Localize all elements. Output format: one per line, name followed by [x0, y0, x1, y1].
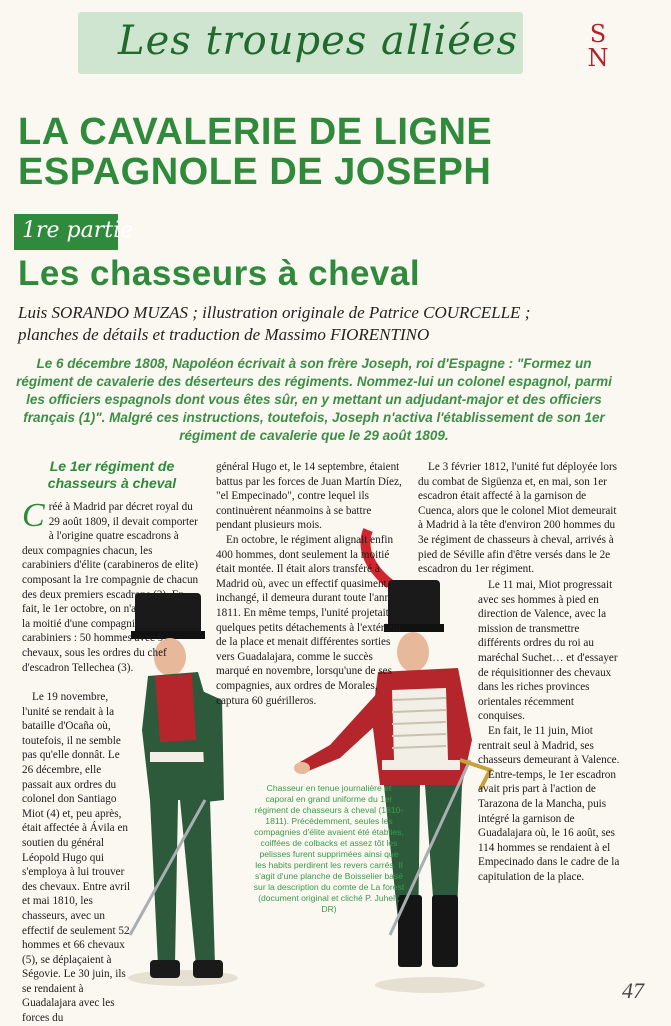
col3-paragraph-3: En fait, le 11 juin, Miot rentrait seul à Madrid, ses chasseurs demeurant à Valence.	[478, 724, 620, 767]
page-number: 47	[622, 978, 644, 1003]
authors-line-1: Luis SORANDO MUZAS ; illustration originale de Patrice COURCELLE ;	[18, 303, 531, 322]
col2-paragraph-2: En octobre, le régiment alignait enfin 400 hommes, dont seulement la moitié était montée. Il était alors transféré à Madrid où, avec un effectif quasiment inchangé, il demeura durant toute l'année 1811. En même temps, l'unité projetait quelques petits détachements à l'extérieur de la place et menait différentes sorties vers Guadalajara, comme le succès marqué en novembre, lorsqu'une de ses compagnies, aux ordres de Morales, captura 60 guérilleros.	[216, 533, 402, 707]
column-1-bottom	[22, 690, 132, 1026]
col1-paragraph-2: Le 19 novembre, l'unité se rendait à la bataille d'Ocaña où, toutefois, il ne semble pas qu'elle donnât. Le 26 décembre, elle passait aux ordres du colonel don Santiago Miot (4) et, peu après, était affectée à Ávila en soutien du général Léopold Hugo qui s'employa à lui trouver des chevaux. Entre avril et mai 1810, les chasseurs, avec un effectif de seulement 52 hommes et 66 chevaux (5), se déplaçaient à Ségovie. Le 30 juin, ils se rendaient à Guadalajara avec les forces du	[22, 691, 131, 1025]
article-title: LA CAVALERIE DE LIGNE ESPAGNOLE DE JOSEPH	[18, 111, 493, 193]
section-heading: Le 1er régiment de chasseurs à cheval	[47, 458, 177, 491]
intro-paragraph: Le 6 décembre 1808, Napoléon écrivait à son frère Joseph, roi d'Espagne : "Formez un régiment de cavalerie des déserteurs des régiments. Nommez-lui un colonel espagnol, parmi les officiers espagnols dont vous êtes sûr, en y mettant un adjudant-major et des officiers français (1)". Malgré ces instructions, toutefois, Joseph n'activa l'établissement de son 1er régiment de cavalerie que le 29 août 1809.	[16, 356, 612, 443]
column-2	[216, 460, 404, 708]
article-subtitle: Les chasseurs à cheval	[18, 254, 421, 293]
column-3-top	[418, 460, 620, 577]
drop-cap: C	[22, 497, 45, 534]
authors-line-2: planches de détails et traduction de Massimo FIORENTINO	[18, 325, 430, 344]
column-1-top	[22, 497, 200, 675]
illustration-caption: Chasseur en tenue journalière et caporal en grand uniforme du 1er régiment de chasseurs à cheval (1810-1811). Précédemment, seules les compagnies d'élite avaient été établies, coiffées de colbacks et assez tôt les pelisses furent supprimées ainsi que les habits perdirent les revers carrés. Il s'agit d'une planche de Boisselier basé sur la description du comte de La forest (document original et cliché P. Juhel ; DR)	[253, 783, 405, 914]
section-label: Les troupes alliées	[118, 18, 519, 64]
logo-letter-n: N	[587, 44, 609, 72]
part-label: 1re partie	[22, 218, 134, 243]
col2-paragraph-1: général Hugo et, le 14 septembre, étaient battus par les forces de Juan Martín Díez, "el Empecinado", contre lequel ils continuèrent néanmoins à se battre pendant plusieurs mois.	[216, 461, 402, 532]
logo-letter-s: S	[589, 20, 607, 48]
col3-paragraph-2: Le 11 mai, Miot progressait avec ses hommes à pied en direction de Valence, avec la mission de transmettre différents ordres du roi au maréchal Suchet… et d'essayer de réquisitionner des chevaux dans les riches provinces orientales récemment conquises.	[478, 579, 618, 723]
col1-paragraph-1: réé à Madrid par décret royal du 29 août 1809, il devait comporter à l'origine quatre escadrons à deux compagnies chacun, les carabiniers d'élite (carabineros de elite) composant la 1re compagnie de chacun des deux premiers escadrons (2). En fait, le 1er octobre, on n'avait réuni que la moitié d'une compagnie de carabiniers : 50 hommes avec 9 chevaux, sous les ordres du chef d'escadron Tellechea (3).	[22, 501, 199, 674]
col3-paragraph-4: Entre-temps, le 1er escadron avait pris part à l'action de Tarazona de la Mancha, puis intégré la garnison de Guadalajara où, le 16 août, ses 114 hommes se rendaient à el Empecinado dans le cadre de la capitulation de la place.	[478, 768, 620, 883]
col3-paragraph-1: Le 3 février 1812, l'unité fut déployée lors du combat de Sigüenza et, en mai, son 1er escadron était affecté à la garnison de Cuenca, alors que le colonel Miot demeurait à Madrid à la tête d'environ 200 hommes du 3e régiment de chasseurs à cheval, arrivés à pied de Séville afin d'être versés dans le 2e escadron du 1er régiment.	[418, 461, 618, 576]
column-3-bottom	[478, 578, 620, 884]
